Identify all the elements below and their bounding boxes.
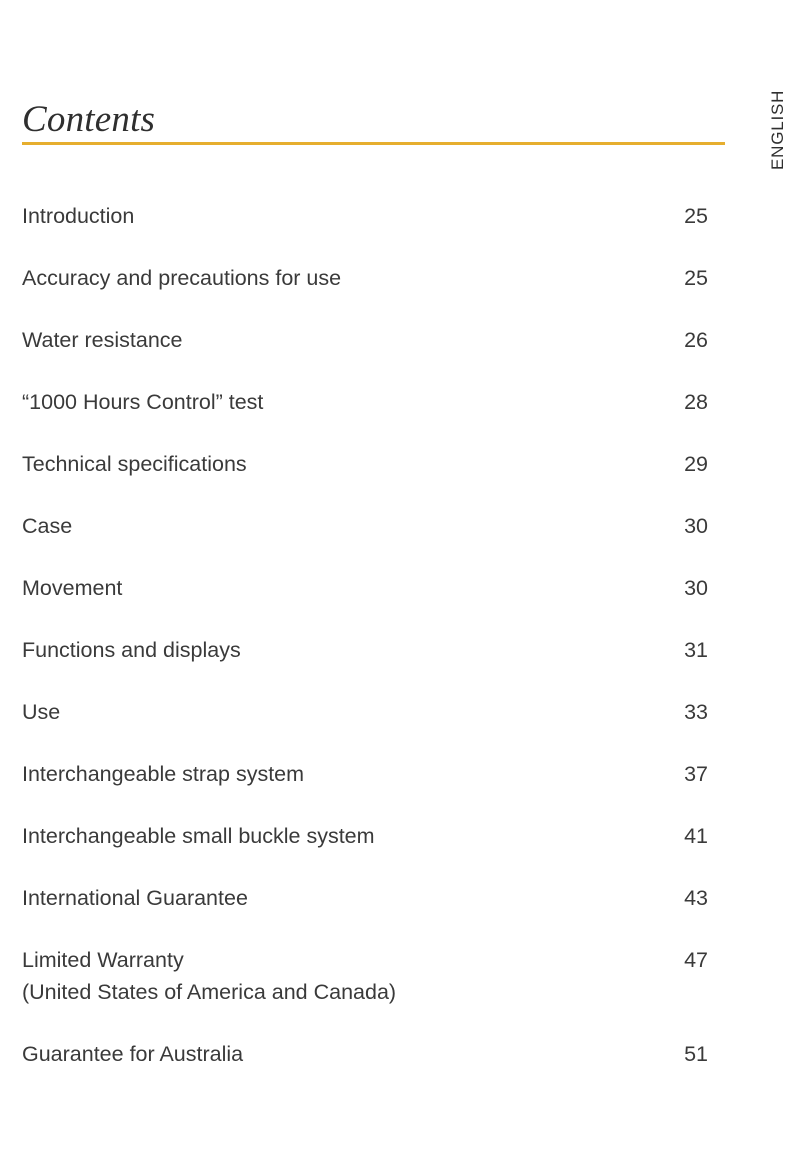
- toc-entry-title: Technical specifications: [22, 452, 247, 476]
- toc-entry-case[interactable]: [22, 510, 708, 542]
- toc-entry-title: Guarantee for Australia: [22, 1042, 244, 1066]
- toc-entry-1000-hours-control[interactable]: [22, 386, 708, 418]
- toc-entry-water-resistance[interactable]: [22, 324, 708, 356]
- toc-entry-page: 30: [684, 514, 708, 538]
- toc-entry-international-guarantee[interactable]: [22, 882, 708, 914]
- toc-entry-title: Functions and displays: [22, 638, 241, 662]
- toc-entry-title: Use: [22, 700, 61, 724]
- toc-entry-title: Accuracy and precautions for use: [22, 266, 342, 290]
- toc-entry-page: 51: [684, 1042, 708, 1066]
- toc-entry-title: Water resistance: [22, 328, 183, 352]
- toc-entry-functions-and-displays[interactable]: [22, 634, 708, 666]
- toc-entry-title: Limited Warranty: [22, 948, 184, 972]
- toc-entry-technical-specifications[interactable]: [22, 448, 708, 480]
- toc-entry-page: 25: [684, 204, 708, 228]
- table-of-contents: [22, 200, 708, 1100]
- toc-entry-page: 29: [684, 452, 708, 476]
- toc-entry-subtitle: (United States of America and Canada): [22, 980, 397, 1004]
- toc-entry-introduction[interactable]: [22, 200, 708, 232]
- title-divider: [22, 142, 725, 145]
- toc-entry-title: International Guarantee: [22, 886, 248, 910]
- toc-entry-title: Introduction: [22, 204, 135, 228]
- toc-entry-strap-system[interactable]: [22, 758, 708, 790]
- toc-entry-title: Movement: [22, 576, 123, 600]
- toc-entry-title: Interchangeable small buckle system: [22, 824, 375, 848]
- toc-entry-page: 30: [684, 576, 708, 600]
- toc-entry-small-buckle-system[interactable]: [22, 820, 708, 852]
- toc-entry-use[interactable]: [22, 696, 708, 728]
- toc-entry-page: 43: [684, 886, 708, 910]
- toc-entry-page: 41: [684, 824, 708, 848]
- toc-entry-movement[interactable]: [22, 572, 708, 604]
- toc-entry-accuracy[interactable]: [22, 262, 708, 294]
- toc-entry-limited-warranty[interactable]: [22, 944, 708, 1008]
- toc-entry-title: Interchangeable strap system: [22, 762, 305, 786]
- toc-entry-page: 26: [684, 328, 708, 352]
- toc-entry-page: 33: [684, 700, 708, 724]
- toc-entry-page: 31: [684, 638, 708, 662]
- toc-entry-guarantee-australia[interactable]: [22, 1038, 708, 1070]
- toc-entry-page: 25: [684, 266, 708, 290]
- page-title: Contents: [22, 99, 156, 140]
- toc-entry-title: “1000 Hours Control” test: [22, 390, 264, 414]
- toc-entry-page: 37: [684, 762, 708, 786]
- language-tab-label: ENGLISH: [768, 89, 787, 170]
- toc-entry-title: Case: [22, 514, 73, 538]
- toc-entry-page: 28: [684, 390, 708, 414]
- toc-entry-page: 47: [684, 948, 708, 972]
- toc-entry-title-block: [22, 944, 396, 1008]
